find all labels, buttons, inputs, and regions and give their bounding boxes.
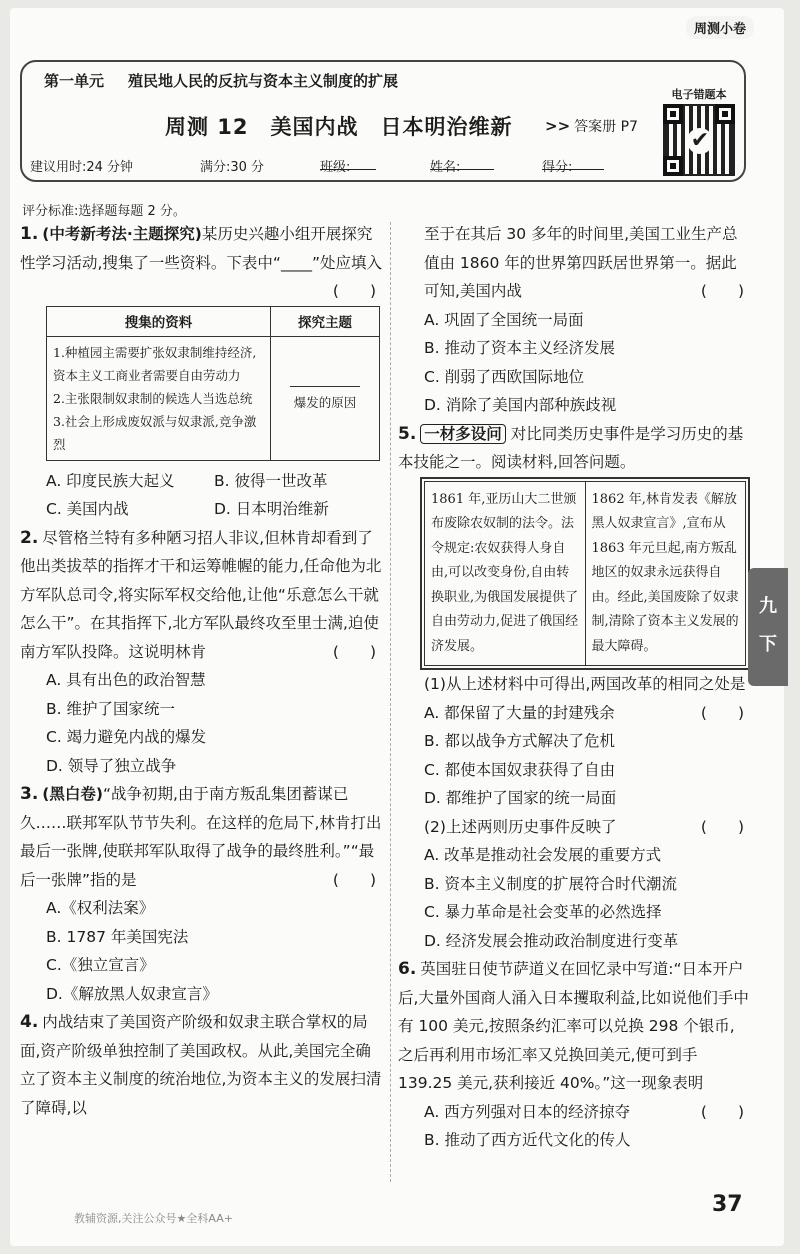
question-4-stem-part1: 内战结束了美国资产阶级和奴隶主联合掌权的局面,资产阶级单独控制了美国政权。从此,美国完全确立了资本主义制度的统治地位,为资本主义的发展扫清了障碍,以: [20, 1013, 382, 1117]
option-b[interactable]: B. 彼得一世改革: [214, 471, 328, 490]
option-c[interactable]: C. 都使本国奴隶获得了自由: [424, 760, 616, 779]
question-5: 5. 一材多设问 对比同类历史事件是学习历史的基本技能之一。阅读材料,回答问题。: [398, 423, 744, 471]
answer-reference: [545, 116, 638, 136]
table-header: 搜集的资料: [47, 306, 271, 336]
question-6-stem: 英国驻日使节萨道义在回忆录中写道:“日本开户后,大量外国商人涌入日本攫取利益,比如说他们手中有 100 美元,按照条约汇率可以兑换 298 个银币,之后再利用市场汇率又兑换回美元,便可到手 139.25 美元,获利接近 40%。”这一现象表明: [398, 960, 749, 1092]
qr-label: 电子错题本: [655, 86, 743, 102]
option-d[interactable]: D. 领导了独立战争: [46, 756, 177, 775]
column-divider: [390, 222, 391, 1182]
question-5-sub-2: (2)上述两则历史事件反映了 ( ): [398, 813, 750, 842]
question-4: 4. 内战结束了美国资产阶级和奴隶主联合掌权的局面,资产阶级单独控制了美国政权。从此,美国完全确立了资本主义制度的统治地位,为资本主义的发展扫清了障碍,以: [20, 1012, 382, 1117]
option-d[interactable]: D. 日本明治维新: [214, 500, 329, 518]
unit-name: 殖民地人民的反抗与资本主义制度的扩展: [128, 72, 399, 90]
class-label: 班级:: [320, 160, 351, 175]
answer-blank[interactable]: ( ): [700, 1102, 744, 1121]
question-4-continued: [398, 220, 750, 306]
question-1: 1. (中考新考法·主题探究)某历史兴趣小组开展探究性学习活动,搜集了一些资料。下表中“____”处应填入 ( ): [20, 220, 382, 277]
option-a[interactable]: A. 西方列强对日本的经济掠夺: [424, 1102, 631, 1121]
answer-blank[interactable]: ( ): [700, 282, 744, 300]
grade-side-tab: [748, 568, 788, 686]
left-column: [20, 220, 382, 1122]
side-tab-grade: 九: [759, 596, 777, 617]
topic-text: 爆发的原因: [293, 394, 357, 410]
option-c[interactable]: C. 竭力避免内战的爆发: [46, 728, 207, 746]
question-5-stem: 对比同类历史事件是学习历史的基本技能之一。阅读材料,回答问题。: [398, 424, 744, 471]
question-1-stem: 某历史兴趣小组开展探究性学习活动,搜集了一些资料。下表中“____”处应填入: [20, 225, 382, 272]
option-a[interactable]: A.《权利法案》: [46, 899, 155, 917]
material-table: [424, 481, 746, 667]
material-item: 1.种植园主需要扩张奴隶制维持经济,资本主义工商业者需要自由劳动力: [53, 344, 257, 383]
option-d[interactable]: D. 消除了美国内部种族歧视: [424, 396, 617, 414]
qr-code-block[interactable]: [655, 86, 743, 178]
name-label: 姓名:: [430, 160, 461, 175]
double-chevron-icon: >>: [545, 117, 571, 135]
option-a[interactable]: A. 印度民族大起义: [46, 471, 175, 490]
unit-number: 第一单元: [44, 72, 105, 90]
answer-blank[interactable]: ( ): [700, 703, 744, 722]
side-tab-term: 下: [759, 634, 777, 655]
options-row: [20, 467, 382, 496]
option-a[interactable]: A. 改革是推动社会发展的重要方式: [424, 846, 662, 864]
scoring-criteria: 评分标准:选择题每题 2 分。: [22, 204, 186, 219]
score-field[interactable]: [542, 156, 604, 170]
qr-code-icon[interactable]: [663, 104, 735, 176]
option-b[interactable]: B. 都以战争方式解决了危机: [424, 732, 615, 750]
material-box: [420, 477, 750, 671]
topic-cell: [271, 336, 380, 460]
question-1-tag: (中考新考法·主题探究): [42, 225, 202, 243]
right-column: [398, 220, 750, 1155]
option-c[interactable]: C. 削弱了西欧国际地位: [424, 367, 585, 386]
materials-cell: [47, 336, 271, 460]
top-strip: [10, 8, 784, 38]
answer-blank[interactable]: ( ): [700, 817, 744, 836]
material-usa: 1862 年,林肯发表《解放黑人奴隶宣言》,宣布从 1863 年元旦起,南方叛乱地区的奴隶永远获得自由。经此,美国废除了奴隶制,清除了资本主义发展的最大障碍。: [585, 481, 746, 666]
option-c[interactable]: C. 暴力革命是社会变革的必然选择: [424, 903, 662, 921]
material-item: 2.主张限制奴隶制的候选人当选总统: [53, 390, 253, 406]
option-a[interactable]: A. 巩固了全国统一局面: [424, 310, 584, 329]
page-title: 周测 12 美国内战 日本明治维新: [165, 115, 513, 139]
answer-blank[interactable]: ( ): [332, 282, 376, 300]
option-c[interactable]: C.《独立宣言》: [46, 956, 155, 974]
question-5-sub-1: (1)从上述材料中可得出,两国改革的相同之处是 ( ): [398, 670, 750, 699]
footer-note: 教辅资源,关注公众号★全科AA+: [74, 1212, 233, 1225]
question-3: 3. (黑白卷)“战争初期,由于南方叛乱集团蓄谋已久……联邦军队节节失利。在这样的危局下,林肯打出最后一张牌,使联邦军队取得了战争的最终胜利。”“最后一张牌”指的是 ( ): [20, 780, 382, 894]
option-c[interactable]: C. 美国内战: [46, 500, 129, 518]
unit-title: [38, 70, 598, 91]
material-russia: 1861 年,亚历山大二世颁布废除农奴制的法令。法令规定:农奴获得人身自由,可以改变身份,自由转换职业,为俄国发展提供了自由劳动力,促进了俄国经济发展。: [425, 481, 586, 666]
option-b[interactable]: B. 维护了国家统一: [46, 699, 175, 718]
option-a[interactable]: A. 都保留了大量的封建残余: [424, 703, 615, 722]
question-4-stem-part2: 至于在其后 30 多年的时间里,美国工业生产总值由 1860 年的世界第四跃居世界第一。据此可知,美国内战: [424, 225, 738, 300]
option-a[interactable]: A. 具有出色的政治智慧: [46, 671, 206, 689]
options-row: [20, 495, 382, 524]
option-b[interactable]: B. 推动了西方近代文化的传人: [424, 1131, 631, 1149]
section-tag: 周测小卷: [686, 16, 754, 39]
full-score: 满分:30 分: [200, 160, 265, 175]
answer-reference-text: 答案册 P7: [574, 119, 638, 135]
score-label: 得分:: [542, 160, 573, 175]
page-number: 37: [712, 1192, 743, 1217]
answer-blank[interactable]: ( ): [332, 642, 376, 661]
option-d[interactable]: D.《解放黑人奴隶宣言》: [46, 984, 218, 1003]
option-d[interactable]: D. 经济发展会推动政治制度进行变革: [424, 931, 679, 950]
question-6: 6. 英国驻日使节萨道义在回忆录中写道:“日本开户后,大量外国商人涌入日本攫取利益,比如说他们手中有 100 美元,按照条约汇率可以兑换 298 个银币,之后再利用市场汇率又兑换回美元,便可到手 139.25 美元,获利接近 40%。”这一现象表明 ( ): [398, 955, 750, 1098]
question-3-tag: (黑白卷): [42, 785, 103, 803]
answer-blank[interactable]: ( ): [332, 870, 376, 889]
checkmark-icon: ✔: [687, 128, 713, 154]
question-3-stem: “战争初期,由于南方叛乱集团蓄谋已久……联邦军队节节失利。在这样的危局下,林肯打出最后一张牌,使联邦军队取得了战争的最终胜利。”“最后一张牌”指的是: [20, 785, 382, 889]
option-b[interactable]: B. 资本主义制度的扩展符合时代潮流: [424, 874, 677, 893]
question-5-tag: 一材多设问: [420, 424, 506, 444]
material-item: 3.社会上形成废奴派与奴隶派,竞争激烈: [53, 413, 257, 452]
option-d[interactable]: D. 都维护了国家的统一局面: [424, 789, 617, 807]
question-1-table: [46, 306, 380, 461]
option-b[interactable]: B. 1787 年美国宪法: [46, 927, 189, 946]
option-b[interactable]: B. 推动了资本主义经济发展: [424, 339, 615, 357]
table-header: 探究主题: [271, 306, 380, 336]
question-2: 2. 尽管格兰特有多种陋习招人非议,但林肯却看到了他出类拔萃的指挥才干和运筹帷幄的能力,任命他为北方军队总司令,将实际军权交给他,让他“乐意怎么干就怎么干”。在其指挥下,北方军队最终攻至里士满,迫使南方军队投降。这说明林肯 ( ): [20, 524, 382, 667]
question-2-stem: 尽管格兰特有多种陋习招人非议,但林肯却看到了他出类拔萃的指挥才干和运筹帷幄的能力,任命他为北方军队总司令,将实际军权交给他,让他“乐意怎么干就怎么干”。在其指挥下,北方军队最终攻至里士满,迫使南方军队投降。这说明林肯: [20, 528, 382, 661]
class-field[interactable]: [320, 156, 376, 170]
suggested-time: 建议用时:24 分钟: [30, 160, 134, 175]
name-field[interactable]: [430, 156, 494, 170]
